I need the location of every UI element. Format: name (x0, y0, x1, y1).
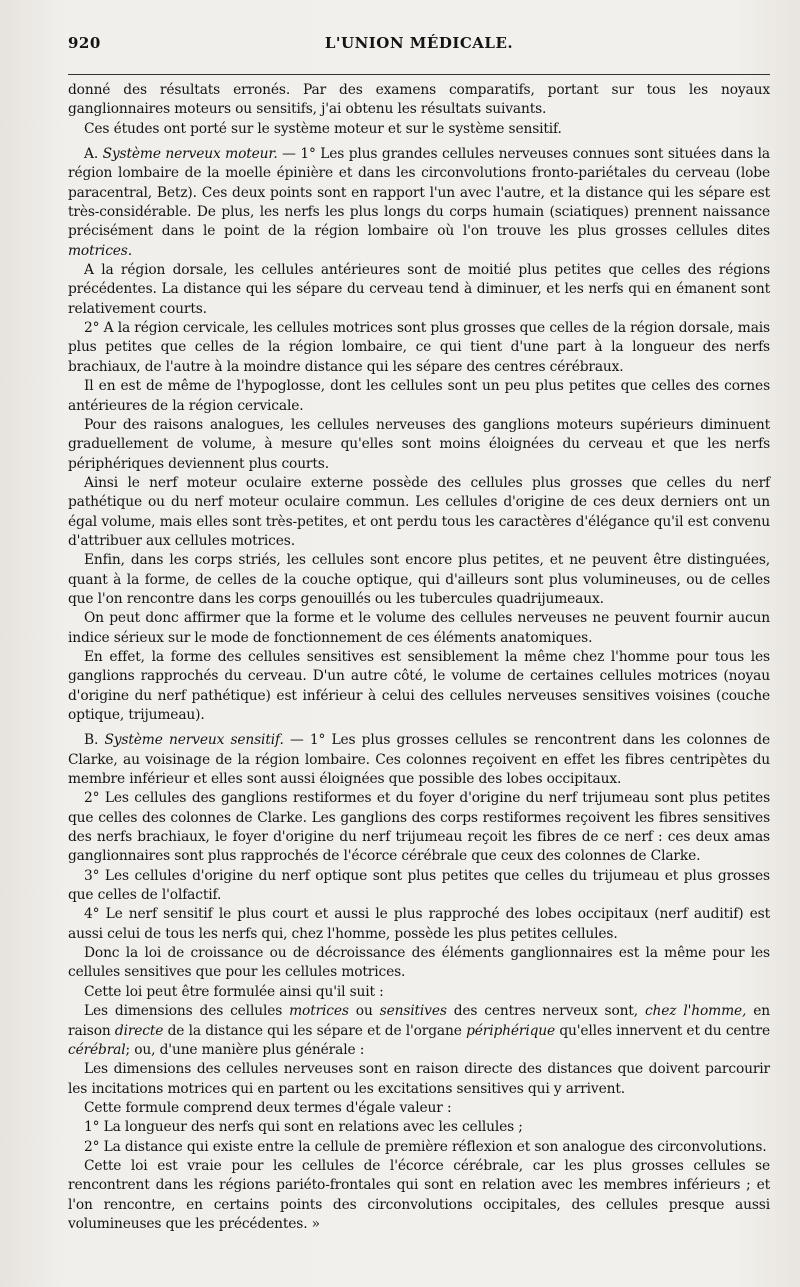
paragraph: En effet, la forme des cellules sensitives est sensiblement la même chez l'homme pour tous les ganglions rapprochés du cerveau. D'un autre côté, le volume de certaines cellules motrices (noyau d'origine du nerf pathétique) est inférieur à celui des cellules nerveuses sensitives voisines (couche optique, trijumeau). (68, 648, 770, 723)
italic-run: sensitives (379, 1003, 447, 1020)
paragraph: Cette loi est vraie pour les cellules de l'écorce cérébrale, car les plus grosses cellules se rencontrent dans les régions pariéto-frontales qui sont en relation avec les membres inférieurs ; et l'on rencontre, en certains points des circonvolutions occipitales, des cellules presque aussi volumineuses que les précédentes. » (68, 1157, 770, 1232)
paragraph: Les dimensions des cellules nerveuses sont en raison directe des distances que doivent parcourir les incitations motrices qui en partent ou les excitations sensitives qui y arrivent. (68, 1061, 770, 1097)
text-run: qu'elles innervent et du centre (555, 1022, 771, 1039)
page-number: 920 (68, 34, 101, 52)
italic-run: périphérique (466, 1022, 556, 1039)
paragraph: 1° La longueur des nerfs qui sont en relations avec les cellules ; (84, 1119, 523, 1136)
text-run: en raison (68, 1003, 770, 1039)
paragraph: Il en est de même de l'hypoglosse, dont les cellules sont un peu plus petites que celles des cornes antérieures de la région cervicale. (68, 378, 770, 414)
article-body (68, 81, 770, 1234)
paragraph: Donc la loi de croissance ou de décroissance des éléments ganglionnaires est la même pour les cellules sensitives que pour les cellules motrices. (68, 945, 770, 981)
journal-title: L'UNION MÉDICALE. (324, 34, 514, 52)
paragraph: Cette loi peut être formulée ainsi qu'il suit : (84, 983, 384, 1000)
paragraph: 3° Les cellules d'origine du nerf optique sont plus petites que celles du trijumeau et plus grosses que celles de l'olfactif. (68, 867, 770, 904)
text-run: ; ou, d'une manière plus générale : (125, 1041, 365, 1058)
section-a-prefix: A. (84, 146, 103, 163)
italic-run: motrices (289, 1003, 349, 1020)
section-b-text: — 1° Les plus grosses cellules se rencontrent dans les colonnes de Clarke, au voisinage de la région lombaire. Ces colonnes reçoivent en effet les fibres centripètes du membre inférieur et elles sont aussi éloignées que possible des lobes occipitaux. (68, 732, 770, 788)
paragraph: donné des résultats erronés. Par des examens comparatifs, portant sur tous les noyaux ganglionnaires moteurs ou sensitifs, j'ai obtenu les résultats suivants. (68, 82, 770, 118)
section-a-heading: Système nerveux moteur. (102, 146, 278, 163)
paragraph: 2° A la région cervicale, les cellules motrices sont plus grosses que celles de la région dorsale, mais plus petites que celles de la région lombaire, ce qui tient d'une part à la longueur des nerfs brachiaux, de l'autre à la moindre distance qui les sépare des centres cérébraux. (68, 320, 770, 375)
section-b-heading: Système nerveux sensitif. (104, 732, 284, 749)
paragraph: Ces études ont porté sur le système moteur et sur le système sensitif. (84, 120, 562, 137)
italic-run: cérébral (68, 1041, 126, 1058)
section-b-paragraph (68, 731, 770, 789)
text-run: Les dimensions des cellules (84, 1003, 290, 1020)
text-run: des centres nerveux sont, (446, 1003, 645, 1020)
section-b-prefix: B. (84, 732, 105, 749)
section-a-italic-end: motrices. (68, 242, 132, 259)
paragraph: Pour des raisons analogues, les cellules nerveuses des ganglions moteurs supérieurs diminuent graduellement de volume, à mesure qu'elles sont moins éloignées du cerveau et que les nerfs périphériques deviennent plus courts. (68, 416, 770, 472)
paragraph: 4° Le nerf sensitif le plus court et aussi le plus rapproché des lobes occipitaux (nerf auditif) est aussi celui de tous les nerfs qui, chez l'homme, possède les plus petites cellules. (68, 906, 770, 942)
paragraph: Ainsi le nerf moteur oculaire externe possède des cellules plus grosses que celles du nerf pathétique ou du nerf moteur oculaire commun. Les cellules d'origine de ces deux derniers ont un égal volume, mais elles sont très-petites, et ont perdu tous les caractères d'élégance qu'il est convenu d'attribuer aux cellules motrices. (68, 474, 770, 549)
running-header (68, 32, 770, 58)
italic-run: directe (114, 1022, 164, 1039)
header-rule (68, 74, 770, 75)
section-a-text: — 1° Les plus grandes cellules nerveuses connues sont situées dans la région lombaire de la moelle épinière et dans les circonvolutions fronto-pariétales du cerveau (lobe paracentral, Betz). Ces deux points sont en rapport l'un avec l'autre, et la distance qui les sépare est très-considérable. De plus, les nerfs les plus longs du corps humain (sciatiques) prennent naissance précisément dans le point de la région lombaire où l'on trouve les plus grosses cellules dites (68, 146, 771, 240)
paragraph: Enfin, dans les corps striés, les cellules sont encore plus petites, et ne peuvent être distinguées, quant à la forme, de celles de la couche optique, qui d'ailleurs sont plus volumineuses, ou de celles que l'on rencontre dans les corps genouillés ou les tubercules quadrijumeaux. (68, 552, 770, 607)
paragraph: A la région dorsale, les cellules antérieures sont de moitié plus petites que celles des régions précédentes. La distance qui les sépare du cerveau tend à diminuer, et les nerfs qui en émanent sont relativement courts. (68, 262, 770, 317)
italic-run: chez l'homme, (644, 1003, 747, 1020)
paragraph: 2° Les cellules des ganglions restiformes et du foyer d'origine du nerf trijumeau sont plus petites que celles des colonnes de Clarke. Les ganglions des corps restiformes reçoivent les fibres sensitives des nerfs brachiaux, le foyer d'origine du nerf trijumeau reçoit les fibres de ce nerf : ces deux amas ganglionnaires sont plus rapprochés de l'écorce cérébrale que ceux des colonnes de Clarke. (68, 790, 770, 865)
section-a-paragraph (68, 145, 770, 261)
paragraph: 2° La distance qui existe entre la cellule de première réflexion et son analogue des circonvolutions. (84, 1138, 767, 1155)
paragraph: On peut donc affirmer que la forme et le volume des cellules nerveuses ne peuvent fournir aucun indice sérieux sur le mode de fonctionnement de ces éléments anatomiques. (68, 610, 770, 646)
text-run: de la distance qui les sépare et de l'organe (163, 1022, 467, 1039)
paragraph: Cette formule comprend deux termes d'égale valeur : (84, 1099, 452, 1116)
text-run: ou (348, 1003, 380, 1020)
law-statement-paragraph (68, 1002, 770, 1060)
